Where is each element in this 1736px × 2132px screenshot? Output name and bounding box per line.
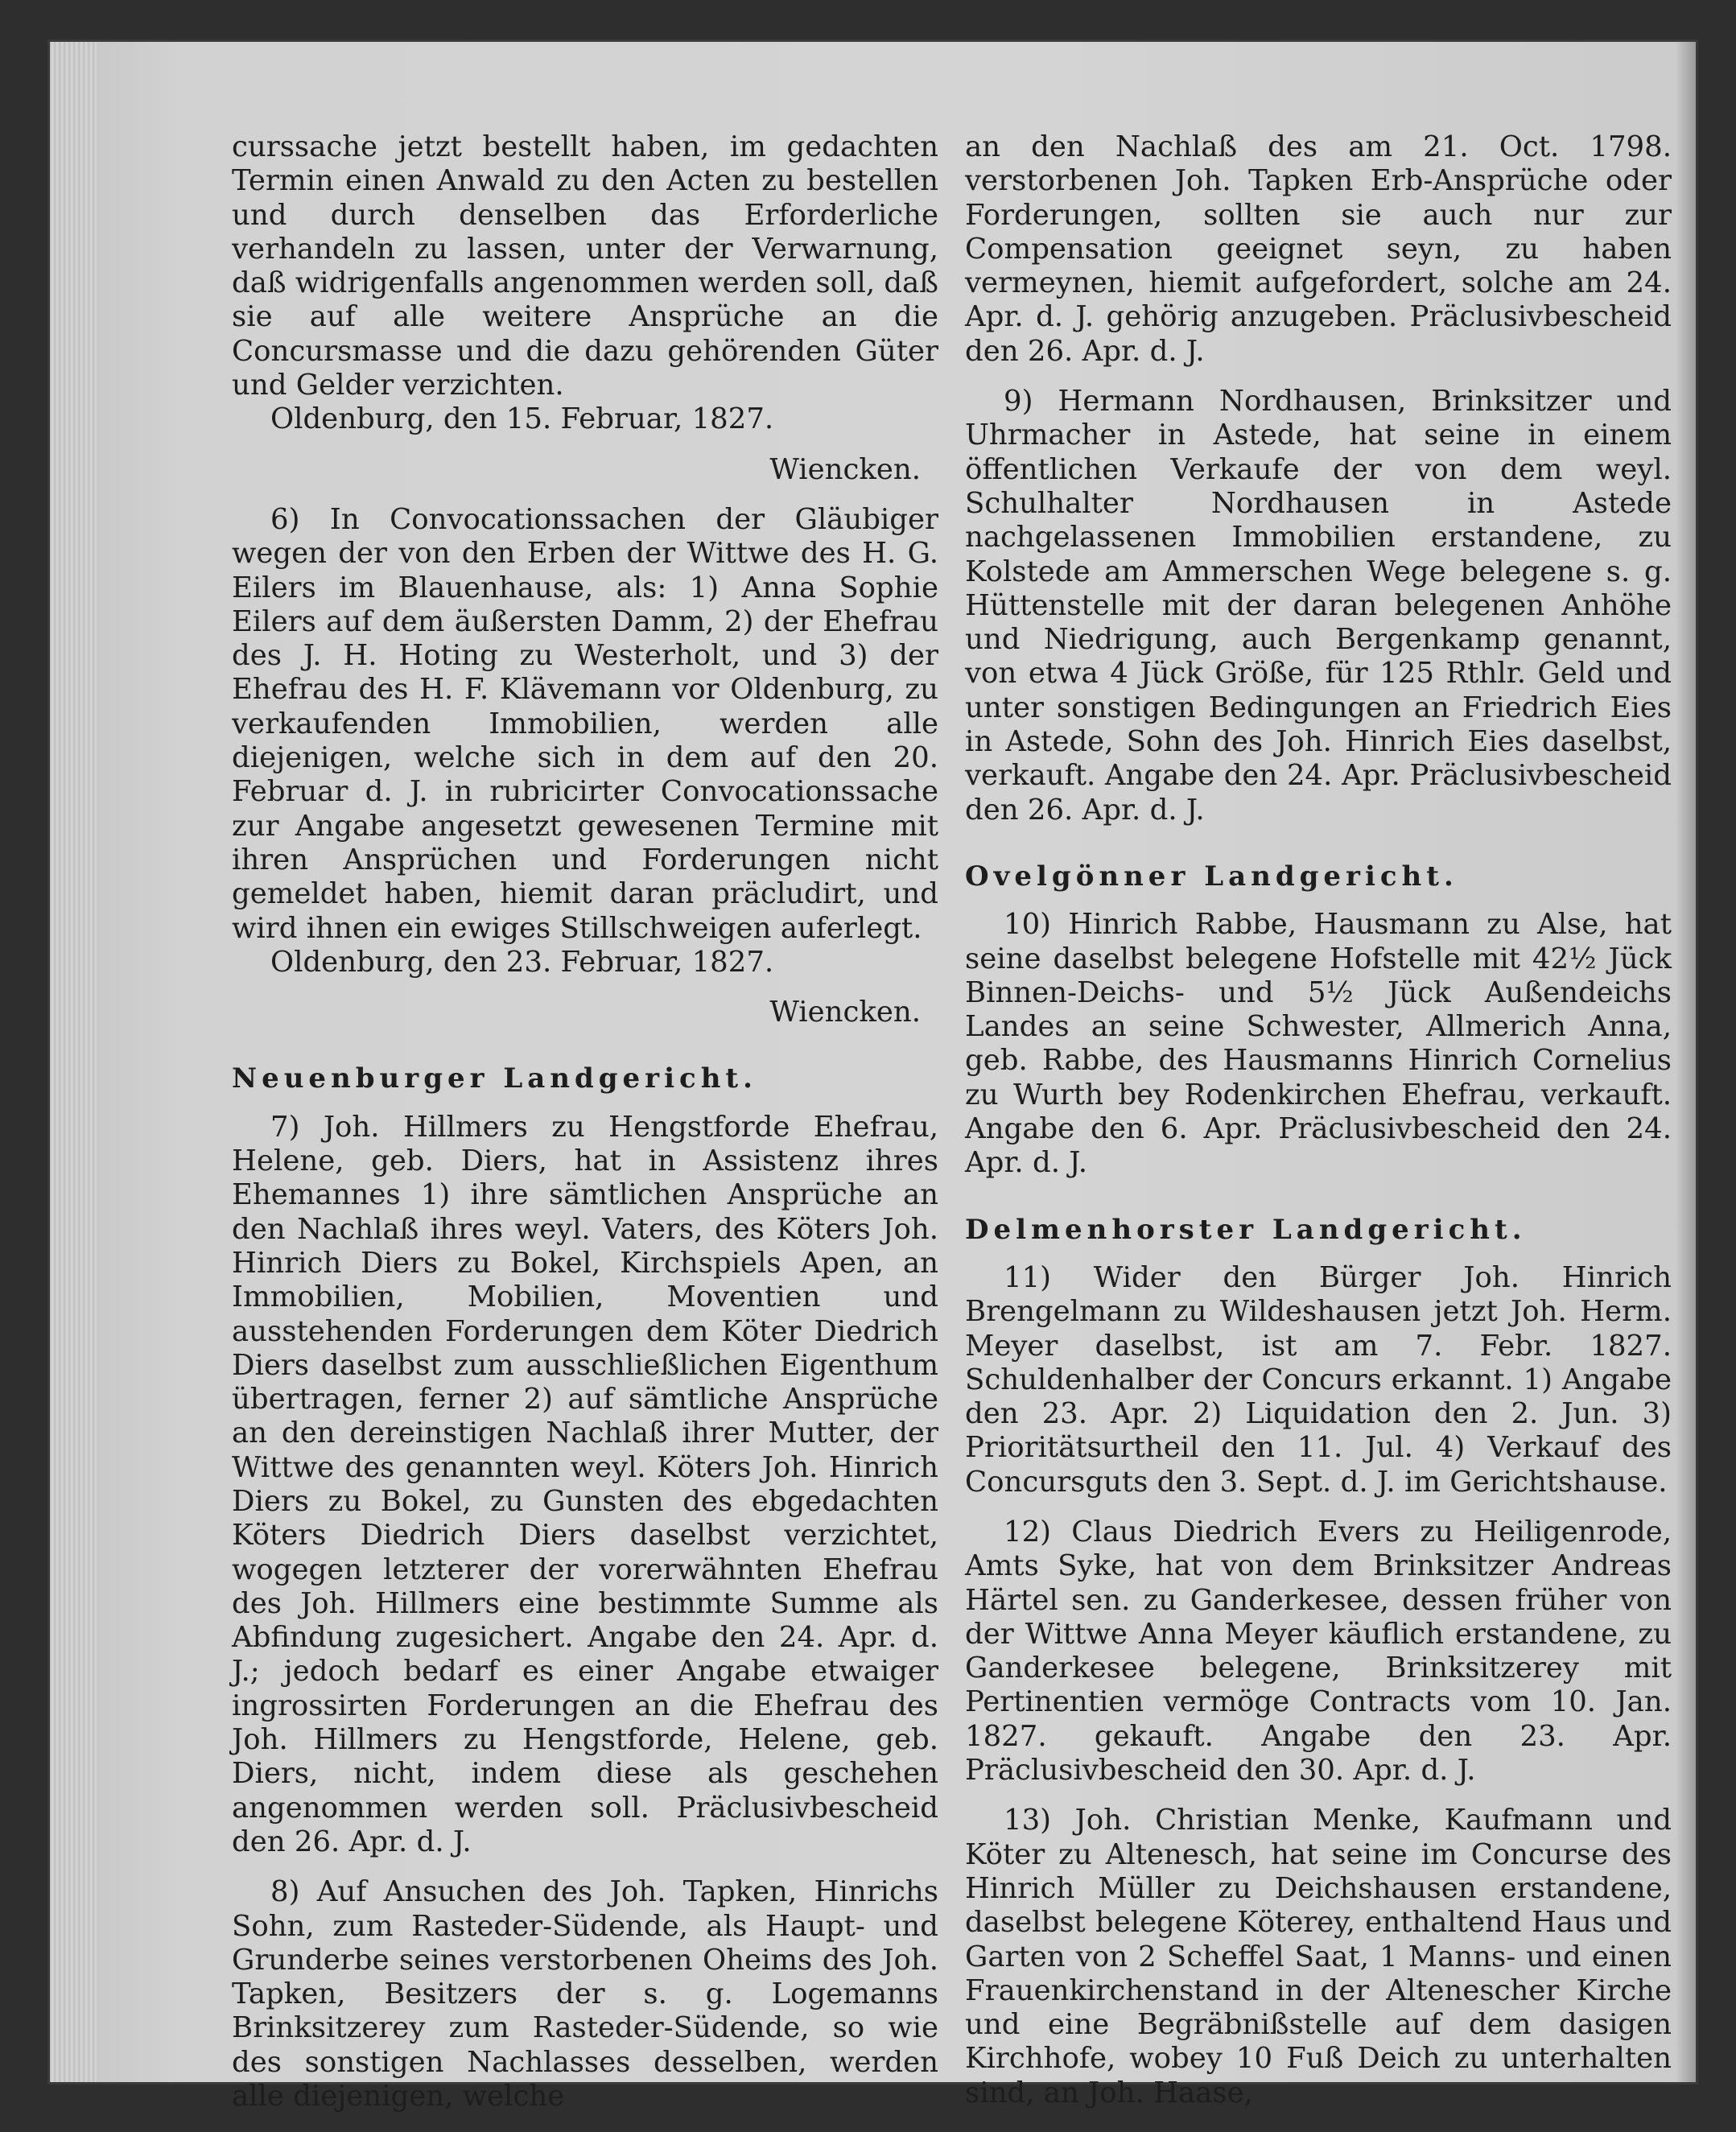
newspaper-page xyxy=(50,42,1696,2113)
court-heading-neuenburg: Neuenburger Landgericht. xyxy=(232,1062,757,1095)
court-heading-ovelgoenne: Ovelgönner Landgericht. xyxy=(965,860,1458,893)
notice-8-continued: an den Nachlaß des am 21. Oct. 1798. verstorbenen Joh. Tapken Erb-Ansprüche oder Forderungen, sollten sie auch nur zur Compensation geeignet seyn, zu haben vermeynen, hiemit aufgefordert, solche am 24. Apr. d. J. gehörig anzugeben. Präclusivbescheid den 26. Apr. d. J. xyxy=(965,130,1672,368)
notice-13: 13) Joh. Christian Menke, Kaufmann und Köter zu Altenesch, hat seine im Concurse des Hinrich Müller zu Deichshausen erstandene, daselbst belegene Köterey, enthaltend Haus und Garten von 2 Scheffel Saat, 1 Manns- und einen Frauenkirchenstand in der Altenescher Kirche und eine Begräbnißstelle auf dem dasigen Kirchhofe, wobey 10 Fuß Deich zu unterhalten sind, an Joh. Haase, xyxy=(965,1804,1672,2109)
notice-signature: Wiencken. xyxy=(769,996,921,1029)
page-edge xyxy=(1676,42,1696,2082)
notice-6: 6) In Convocationssachen der Gläubiger wegen der von den Erben der Wittwe des H. G. Eilers im Blauenhause, als: 1) Anna Sophie Eilers auf dem äußersten Damm, 2) der Ehefrau des J. H. Hoting zu Westerholt, und 3) der Ehefrau des H. F. Klävemann vor Oldenburg, zu verkaufenden Immobilien, werden alle diejenigen, welche sich in dem auf den 20. Februar d. J. in rubricirter Convocationssache zur Angabe angesetzt gewesenen Termine mit ihren Ansprüchen und Forderungen nicht gemeldet haben, hiemit daran präcludirt, und wird ihnen ein ewiges Stillschweigen auferlegt. xyxy=(232,502,938,945)
notice-date: Oldenburg, den 15. Februar, 1827. xyxy=(270,402,774,436)
court-heading-delmenhorst: Delmenhorster Landgericht. xyxy=(965,1213,1527,1246)
notice-date: Oldenburg, den 23. Februar, 1827. xyxy=(270,945,774,979)
notice-11: 11) Wider den Bürger Joh. Hinrich Brengelmann zu Wildeshausen jetzt Joh. Herm. Meyer daselbst, ist am 7. Febr. 1827. Schuldenhalber der Concurs erkannt. 1) Angabe den 23. Apr. 2) Liquidation den 2. Jun. 3) Prioritätsurtheil den 11. Jul. 4) Verkauf des Concursguts den 3. Sept. d. J. im Gerichtshause. xyxy=(965,1260,1672,1499)
notice-signature: Wiencken. xyxy=(769,452,921,486)
notice-8: 8) Auf Ansuchen des Joh. Tapken, Hinrichs Sohn, zum Rasteder-Südende, als Haupt- und Grunderbe seines verstorbenen Oheims des Joh. Tapken, Besitzers der s. g. Logemanns Brinksitzerey zum Rasteder-Südende, so wie des sonstigen Nachlasses desselben, werden alle diejenigen, welche xyxy=(232,1875,938,2113)
notice-7: 7) Joh. Hillmers zu Hengstforde Ehefrau, Helene, geb. Diers, hat in Assistenz ihres Ehemannes 1) ihre sämtlichen Ansprüche an den Nachlaß ihres weyl. Vaters, des Köters Joh. Hinrich Diers zu Bokel, Kirchspiels Apen, an Immobilien, Mobilien, Moventien und ausstehenden Forderungen dem Köter Diedrich Diers daselbst zum ausschließlichen Eigenthum übertragen, ferner 2) auf sämtliche Ansprüche an den dereinstigen Nachlaß ihrer Mutter, der Wittwe des genannten weyl. Köters Joh. Hinrich Diers zu Bokel, zu Gunsten des ebgedachten Köters Diedrich Diers daselbst verzichtet, wogegen letzterer der vorerwähnten Ehefrau des Joh. Hillmers eine bestimmte Summe als Abfindung zugesichert. Angabe den 24. Apr. d. J.; jedoch bedarf es einer Angabe etwaiger ingrossirten Forderungen an die Ehefrau des Joh. Hillmers zu Hengstforde, Helene, geb. Diers, nicht, indem diese als geschehen angenommen werden soll. Präclusivbescheid den 26. Apr. d. J. xyxy=(232,1110,938,1858)
left-column xyxy=(232,130,938,2113)
notice-12: 12) Claus Diedrich Evers zu Heiligenrode, Amts Syke, hat von dem Brinksitzer Andreas Härtel sen. zu Ganderkesee, dessen früher von der Wittwe Anna Meyer käuflich erstandene, zu Ganderkesee belegene, Brinksitzerey mit Pertinentien vermöge Contracts vom 10. Jan. 1827. gekauft. Angabe den 23. Apr. Präclusivbescheid den 30. Apr. d. J. xyxy=(965,1515,1672,1788)
notice-10: 10) Hinrich Rabbe, Hausmann zu Alse, hat seine daselbst belegene Hofstelle mit 42½ Jück Binnen-Deichs- und 5½ Jück Außendeichs Landes an seine Schwester, Allmerich Anna, geb. Rabbe, des Hausmanns Hinrich Cornelius zu Wurth bey Rodenkirchen Ehefrau, verkauft. Angabe den 6. Apr. Präclusivbescheid den 24. Apr. d. J. xyxy=(965,908,1672,1180)
page-gutter xyxy=(50,42,97,2082)
notice-continued-text: curssache jetzt bestellt haben, im gedachten Termin einen Anwald zu den Acten zu bestellen und durch denselben das Erforderliche verhandeln zu lassen, unter der Verwarnung, daß widrigenfalls angenommen werden soll, daß sie auf alle weitere Ansprüche an die Concursmasse und die dazu gehörenden Güter und Gelder verzichten. xyxy=(232,130,938,402)
notice-9: 9) Hermann Nordhausen, Brinksitzer und Uhrmacher in Astede, hat seine in einem öffentlichen Verkaufe der von dem weyl. Schulhalter Nordhausen in Astede nachgelassenen Immobilien erstandene, zu Kolstede am Ammerschen Wege belegene s. g. Hüttenstelle mit der daran belegenen Anhöhe und Niedrigung, auch Bergenkamp genannt, von etwa 4 Jück Größe, für 125 Rthlr. Geld und unter sonstigen Bedingungen an Friedrich Eies in Astede, Sohn des Joh. Hinrich Eies daselbst, verkauft. Angabe den 24. Apr. Präclusivbescheid den 26. Apr. d. J. xyxy=(965,385,1672,827)
right-column xyxy=(965,130,1672,2110)
